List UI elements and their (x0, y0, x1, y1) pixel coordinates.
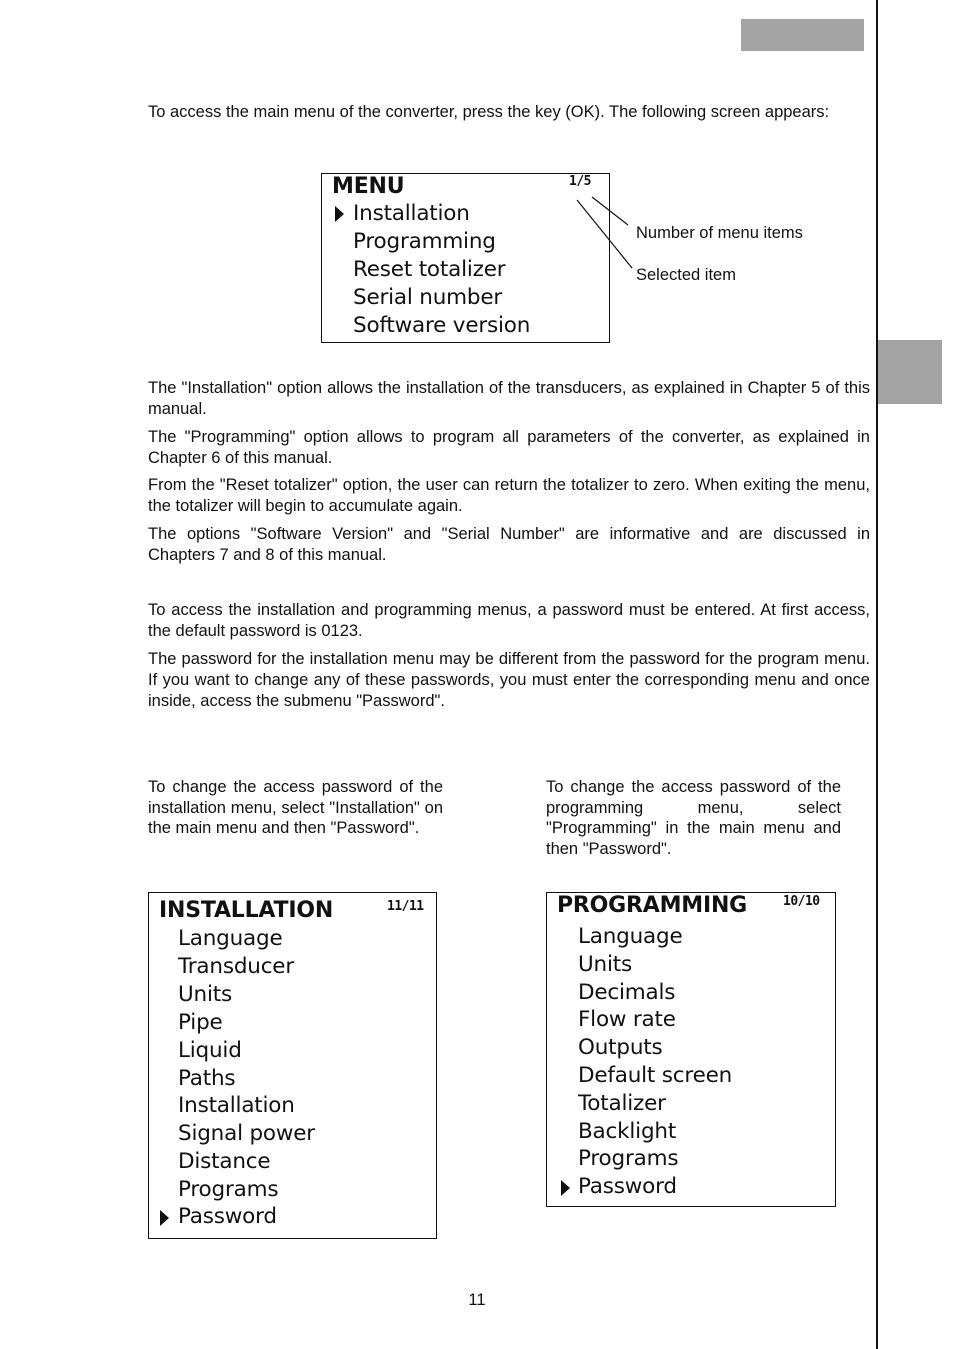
menu-item[interactable]: Programs (578, 1146, 679, 1171)
menu-item[interactable]: Language (578, 924, 683, 949)
menu-item[interactable]: Default screen (578, 1063, 733, 1088)
intro-paragraph: To access the main menu of the converter, press the key (OK). The following screen appears: (148, 103, 830, 121)
menu-item[interactable]: Password (578, 1174, 677, 1199)
main-menu-counter: 1/5 (569, 174, 591, 189)
password-change-paragraph: The password for the installation menu may be different from the password for the program menu. If you want to change any of these passwords, you must enter the corresponding menu and once inside, access the submenu "Password". (148, 650, 870, 710)
menu-item[interactable]: Distance (178, 1149, 271, 1174)
menu-item[interactable]: Programs (178, 1177, 279, 1202)
password-default-paragraph: To access the installation and programming menus, a password must be entered. At first access, the default password is 0123. (148, 601, 870, 640)
programming-description: The "Programming" option allows to program all parameters of the converter, as explained in Chapter 6 of this manual. (148, 428, 870, 467)
callout-lines (570, 190, 640, 270)
page-number: 11 (468, 1291, 486, 1309)
programming-menu-title: PROGRAMMING (557, 893, 748, 918)
installation-menu-screen (148, 892, 437, 1239)
page-edge-rule (876, 0, 878, 1349)
installation-menu-counter: 11/11 (387, 899, 424, 914)
menu-item[interactable]: Signal power (178, 1121, 315, 1146)
programming-password-instructions: To change the access password of the programming menu, select "Programming" in the main menu and then "Password". (546, 778, 841, 858)
header-tab-marker (741, 19, 864, 51)
programming-menu-counter: 10/10 (783, 894, 820, 909)
menu-item[interactable]: Reset totalizer (353, 257, 506, 282)
menu-item[interactable]: Software version (353, 313, 531, 338)
selection-cursor-icon (561, 1180, 570, 1196)
menu-item[interactable]: Backlight (578, 1119, 677, 1144)
selected-callout-line (577, 200, 632, 268)
count-callout-line (592, 197, 628, 225)
menu-item[interactable]: Password (178, 1204, 277, 1229)
main-menu-screen (321, 173, 610, 343)
programming-menu-screen (546, 892, 836, 1207)
menu-item[interactable]: Units (178, 982, 232, 1007)
installation-menu-title: INSTALLATION (159, 898, 334, 923)
menu-item[interactable]: Serial number (353, 285, 502, 310)
reset-totalizer-description: From the "Reset totalizer" option, the user can return the totalizer to zero. When exiting the menu, the totalizer will begin to accumulate again. (148, 476, 870, 515)
menu-item[interactable]: Paths (178, 1066, 236, 1091)
selected-callout-label: Selected item (636, 266, 736, 284)
menu-item[interactable]: Installation (178, 1093, 295, 1118)
installation-password-instructions: To change the access password of the installation menu, select "Installation" on the main menu and then "Password". (148, 778, 443, 837)
menu-item[interactable]: Transducer (178, 954, 294, 979)
menu-item[interactable]: Decimals (578, 980, 676, 1005)
menu-item[interactable]: Pipe (178, 1010, 223, 1035)
installation-description: The "Installation" option allows the installation of the transducers, as explained in Chapter 5 of this manual. (148, 379, 870, 418)
menu-item[interactable]: Language (178, 926, 283, 951)
info-options-description: The options "Software Version" and "Serial Number" are informative and are discussed in Chapters 7 and 8 of this manual. (148, 525, 870, 564)
chapter-tab-marker (878, 340, 942, 404)
selection-cursor-icon (335, 206, 344, 222)
menu-item[interactable]: Flow rate (578, 1007, 676, 1032)
selection-cursor-icon (160, 1210, 169, 1226)
menu-item[interactable]: Programming (353, 229, 496, 254)
menu-item[interactable]: Totalizer (578, 1091, 666, 1116)
count-callout-label: Number of menu items (636, 224, 803, 242)
menu-item[interactable]: Installation (353, 201, 470, 226)
menu-item[interactable]: Outputs (578, 1035, 663, 1060)
main-menu-title: MENU (332, 174, 405, 199)
menu-item[interactable]: Liquid (178, 1038, 242, 1063)
menu-item[interactable]: Units (578, 952, 632, 977)
